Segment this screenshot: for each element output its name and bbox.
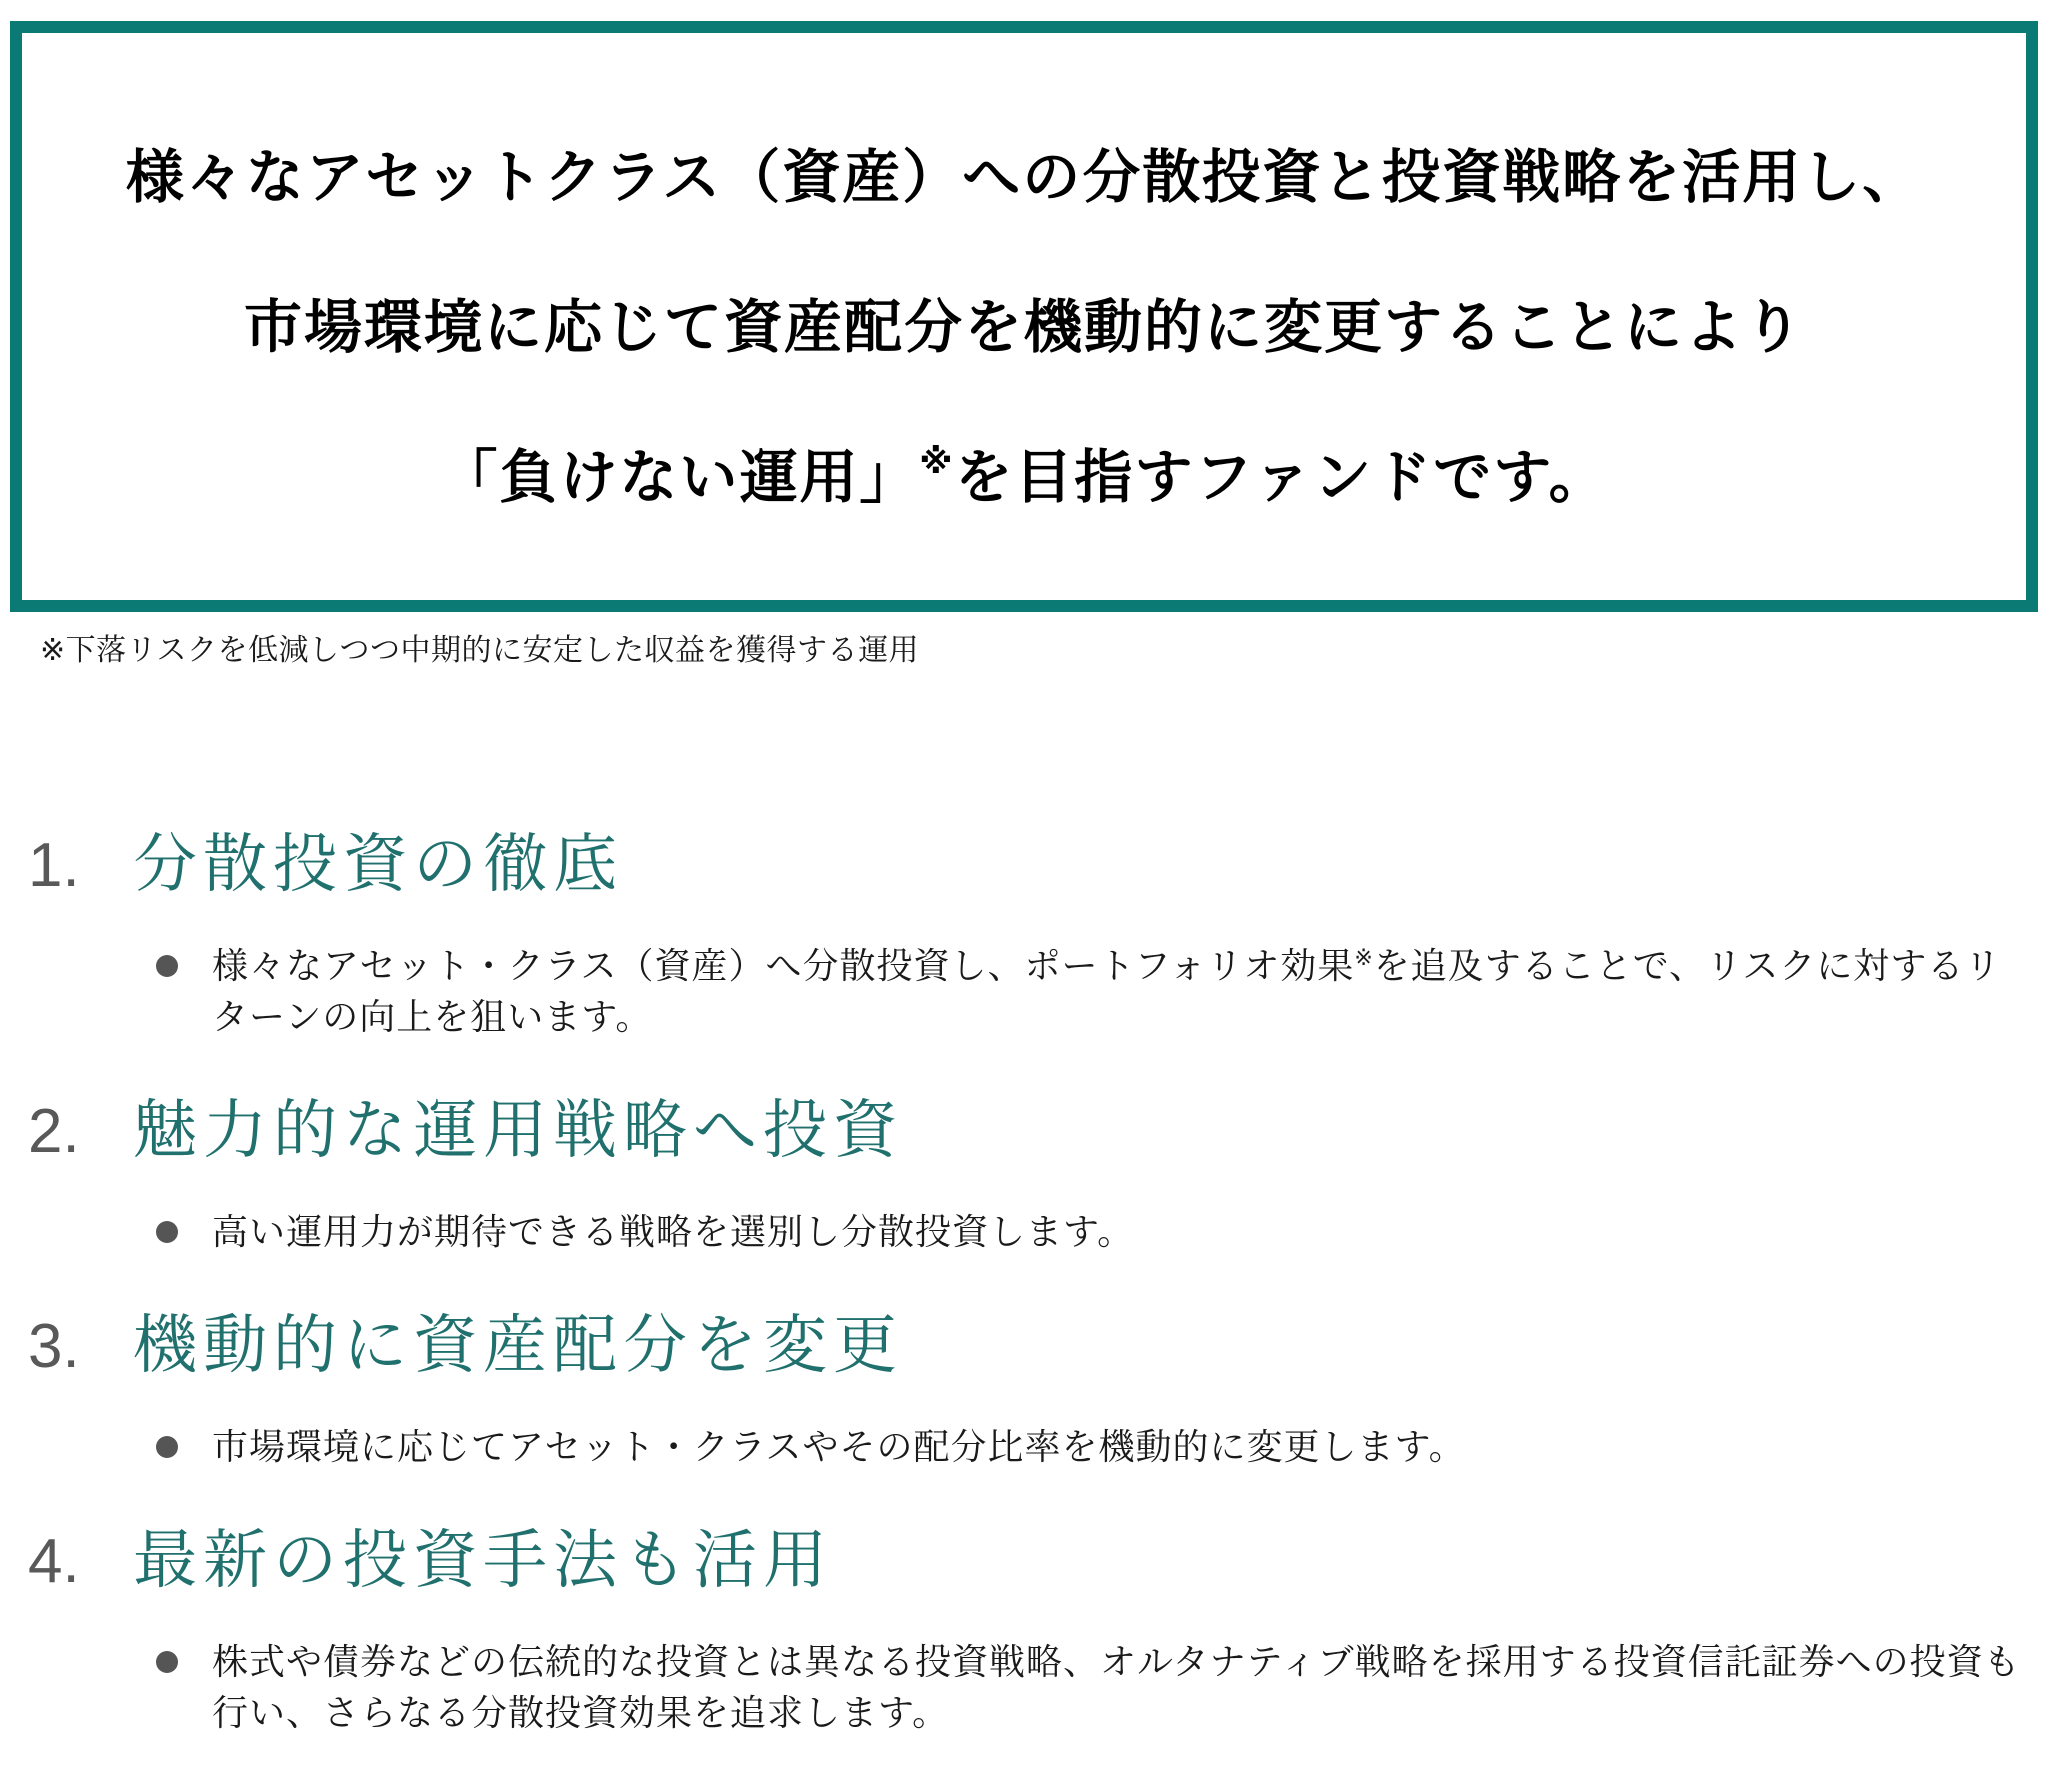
bullet-item <box>156 1421 2048 1472</box>
bullet-item <box>156 940 2048 1042</box>
section-number: 1. <box>28 831 80 900</box>
feature-section-4 <box>0 1520 2048 1738</box>
bullet-item <box>156 1206 2048 1257</box>
bullet-text <box>212 940 2022 1042</box>
section-heading-1 <box>0 824 2048 906</box>
fund-summary-line-2: 市場環境に応じて資産配分を機動的に変更することにより <box>243 295 1804 360</box>
fund-summary-line-1: 様々なアセットクラス（資産）への分散投資と投資戦略を活用し、 <box>125 145 1923 210</box>
fund-summary-line-3-text: 「負けない運用」 <box>439 445 920 510</box>
bullet-icon <box>156 1436 178 1458</box>
section-heading-2 <box>0 1090 2048 1172</box>
fund-summary-box <box>10 21 2038 612</box>
bullet-icon <box>156 955 178 977</box>
section-heading-4 <box>0 1520 2048 1602</box>
bullet-text-lead: 株式や債券などの伝統的な投資とは異なる投資戦略、オルタナティブ戦略を採用する投資信託証券への投資も行い、さらなる分散投資効果を追求します。 <box>212 1641 2021 1733</box>
feature-section-2 <box>0 1090 2048 1257</box>
section-number: 4. <box>28 1527 80 1596</box>
bullet-text-lead: 市場環境に応じてアセット・クラスやその配分比率を機動的に変更します。 <box>212 1426 1466 1467</box>
section-number: 3. <box>28 1312 80 1381</box>
bullet-text <box>212 1421 1466 1472</box>
section-heading-3 <box>0 1305 2048 1387</box>
feature-list <box>0 812 2048 1786</box>
section-title: 最新の投資手法も活用 <box>133 1524 833 1596</box>
section-number: 2. <box>28 1097 80 1166</box>
fund-summary-line-3-tail: を目指すファンドです。 <box>954 445 1609 510</box>
section-title: 魅力的な運用戦略へ投資 <box>133 1094 903 1166</box>
footnote: ※下落リスクを低減しつつ中期的に安定した収益を獲得する運用 <box>40 634 920 667</box>
bullet-icon <box>156 1651 178 1673</box>
bullet-text-lead: 高い運用力が期待できる戦略を選別し分散投資します。 <box>212 1211 1135 1252</box>
feature-section-1 <box>0 824 2048 1042</box>
section-title: 分散投資の徹底 <box>133 828 623 900</box>
bullet-text-lead: 様々なアセット・クラス（資産）へ分散投資し、ポートフォリオ効果 <box>212 945 1355 986</box>
bullet-text-tail: を追及することで、リスクに対するリターンの向上を狙います。 <box>212 945 2002 1037</box>
section-title: 機動的に資産配分を変更 <box>133 1309 903 1381</box>
feature-section-3 <box>0 1305 2048 1472</box>
bullet-text <box>212 1206 1134 1257</box>
bullet-item <box>156 1636 2048 1738</box>
reference-mark: ※ <box>919 443 955 481</box>
bullet-icon <box>156 1221 178 1243</box>
reference-mark: ※ <box>1354 945 1374 970</box>
bullet-text <box>212 1636 2022 1738</box>
fund-summary-line-3 <box>22 403 2026 553</box>
